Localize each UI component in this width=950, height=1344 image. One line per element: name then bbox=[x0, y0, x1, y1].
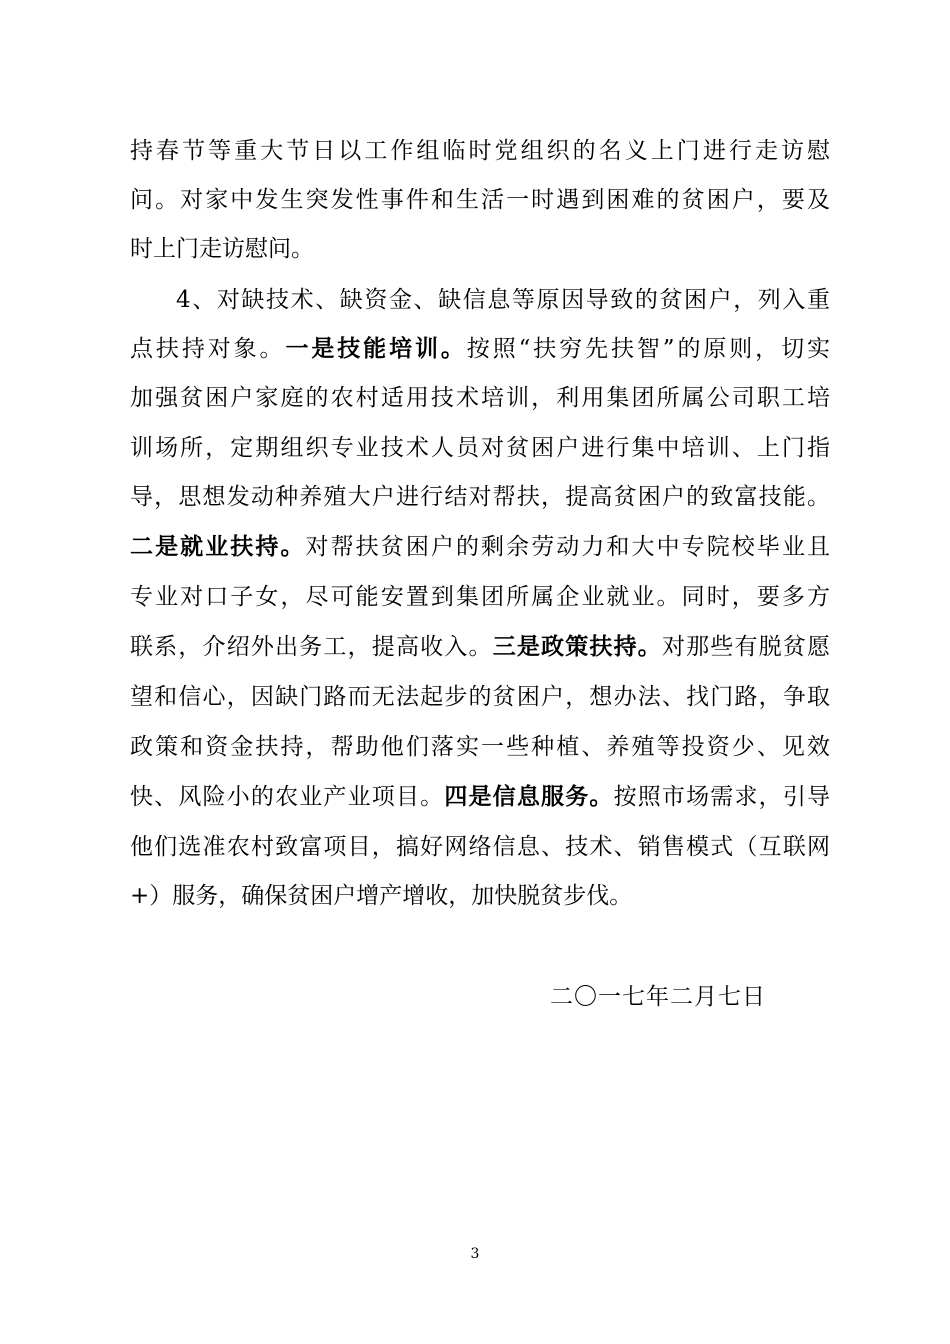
text-line: 4、对缺技术、缺资金、缺信息等原因导致的贫困户，列入重 bbox=[176, 287, 830, 313]
text-segment: 对那些有脱贫愿 bbox=[661, 634, 831, 660]
page-number: 3 bbox=[470, 1246, 480, 1262]
bold-heading-skills-training: 一是技能培训。 bbox=[285, 335, 467, 362]
text-segment: 按照“扶穷先扶智”的原则，切实 bbox=[466, 336, 830, 362]
text-line bbox=[130, 334, 830, 364]
text-segment: 对帮扶贫困户的剩余劳动力和大中专院校毕业且 bbox=[305, 534, 831, 560]
text-line: 政策和资金扶持，帮助他们落实一些种植、养殖等投资少、见效 bbox=[130, 734, 830, 760]
text-line: 训场所，定期组织专业技术人员对贫困户进行集中培训、上门指 bbox=[130, 435, 830, 461]
text-line bbox=[130, 782, 830, 812]
text-line: 望和信心，因缺门路而无法起步的贫困户，想办法、找门路，争取 bbox=[130, 684, 830, 710]
text-line: 导，思想发动种养殖大户进行结对帮扶，提高贫困户的致富技能。 bbox=[130, 484, 830, 510]
text-line: 问。对家中发生突发性事件和生活一时遇到困难的贫困户，要及 bbox=[130, 187, 830, 213]
text-line: 他们选准农村致富项目，搞好网络信息、技术、销售模式（互联网 bbox=[130, 834, 830, 860]
text-line bbox=[130, 532, 830, 562]
bold-heading-employment-support: 二是就业扶持。 bbox=[130, 533, 306, 560]
bold-heading-information-service: 四是信息服务。 bbox=[444, 783, 614, 810]
text-segment: 快、风险小的农业产业项目。 bbox=[130, 784, 445, 810]
text-line: 持春节等重大节日以工作组临时党组织的名义上门进行走访慰 bbox=[130, 138, 830, 164]
text-line: +）服务，确保贫困户增产增收，加快脱贫步伐。 bbox=[130, 883, 633, 909]
text-line: 加强贫困户家庭的农村适用技术培训，利用集团所属公司职工培 bbox=[130, 385, 830, 411]
text-segment: 按照市场需求，引导 bbox=[613, 784, 831, 810]
text-line: 专业对口子女，尽可能安置到集团所属企业就业。同时，要多方 bbox=[130, 584, 830, 610]
text-segment: 联系，介绍外出务工，提高收入。 bbox=[130, 634, 493, 660]
bold-heading-policy-support: 三是政策扶持。 bbox=[492, 633, 662, 660]
text-line bbox=[130, 632, 830, 662]
text-segment: 点扶持对象。 bbox=[130, 336, 286, 362]
text-line: 时上门走访慰问。 bbox=[130, 236, 314, 262]
document-date: 二〇一七年二月七日 bbox=[550, 984, 766, 1010]
